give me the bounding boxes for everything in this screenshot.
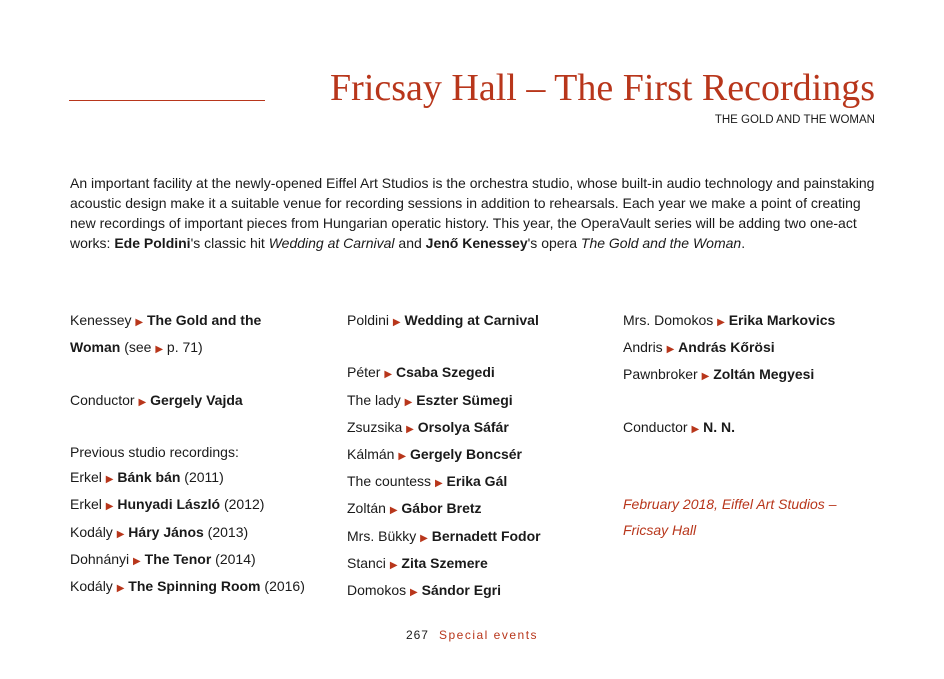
recording-year: (2016)	[264, 578, 305, 594]
singer-name: Gergely Boncsér	[409, 446, 523, 462]
recording-item	[70, 520, 332, 547]
composer-label: Erkel	[70, 496, 102, 513]
arrow-icon: ▶	[434, 478, 443, 490]
recording-item	[70, 492, 332, 519]
cast-item	[347, 388, 609, 415]
cast-item	[623, 335, 885, 362]
intro-text: An important facility at the newly-opened Eiffel Art Studios is the orchestra studio, whose built-in audio technology and painstaking acoustic design make it a suitable venue for recording sessions in addition to rehearsals. Each year we make a point of creating new recordings of important pieces from Hungarian operatic history. This year, the OperaVault series will be adding two one-act works:	[70, 175, 875, 251]
role-label: Kálmán	[347, 446, 395, 462]
arrow-icon: ▶	[406, 423, 414, 435]
production-heading-cont	[70, 335, 332, 362]
arrow-icon: ▶	[389, 559, 398, 571]
arrow-icon: ▶	[155, 344, 164, 356]
column-kenessey	[70, 308, 332, 601]
singer-name: Orsolya Sáfár	[417, 418, 509, 435]
role-label: Mrs. Domokos	[623, 312, 714, 328]
role-label: Péter	[347, 364, 381, 381]
composer-label: Kodály	[70, 578, 113, 594]
cast-item	[347, 496, 609, 523]
recording-item	[70, 547, 332, 574]
singer-name: Zita Szemere	[401, 554, 488, 571]
singer-name: Erika Markovics	[728, 312, 836, 328]
work-title: Hunyadi László	[117, 496, 221, 513]
arrow-icon: ▶	[135, 317, 144, 328]
singer-name: Erika Gál	[446, 473, 508, 490]
intro-paragraph	[70, 173, 880, 253]
arrow-icon: ▶	[398, 451, 407, 462]
role-label: Zoltán	[347, 500, 386, 517]
recording-year: (2012)	[223, 496, 265, 513]
section-name: Special events	[438, 628, 539, 642]
recording-year: (2014)	[215, 550, 256, 567]
arrow-icon: ▶	[138, 396, 147, 408]
cast-item	[347, 442, 609, 469]
see-page[interactable]: p. 71)	[163, 339, 203, 356]
arrow-icon: ▶	[404, 396, 413, 408]
arrow-icon: ▶	[392, 317, 401, 328]
role-label: Pawnbroker	[623, 366, 698, 383]
cast-item	[623, 308, 885, 335]
production-heading	[70, 308, 332, 335]
composer-label: Dohnányi	[70, 550, 130, 567]
work-title: Wedding at Carnival	[404, 312, 539, 328]
cast-item	[347, 415, 609, 442]
previous-recordings-heading: Previous studio recordings:	[70, 443, 239, 460]
arrow-icon: ▶	[666, 344, 675, 356]
cast-item	[347, 469, 609, 496]
cast-item	[347, 551, 609, 578]
conductor-name: N. N.	[703, 418, 735, 435]
arrow-icon: ▶	[105, 474, 114, 486]
spacer	[70, 415, 332, 440]
page-number: 267	[405, 628, 429, 642]
work-title: Wedding at Carnival	[268, 235, 395, 251]
role-label: Stanci	[347, 554, 386, 571]
work-title: Bánk bán	[117, 469, 181, 486]
cast-item	[347, 524, 609, 551]
arrow-icon: ▶	[105, 501, 114, 513]
see-text: (see	[120, 339, 156, 356]
arrow-icon: ▶	[691, 423, 700, 435]
singer-name: Eszter Sümegi	[416, 391, 513, 408]
event-date-venue: February 2018, Eiffel Art Studios –	[623, 496, 837, 513]
composer-label: Kodály	[70, 523, 113, 540]
role-label: The countess	[347, 473, 432, 490]
intro-text: and	[394, 235, 426, 251]
recording-year: (2013)	[207, 523, 249, 540]
arrow-icon: ▶	[410, 587, 418, 599]
arrow-icon: ▶	[717, 317, 725, 328]
work-title: The Gold and the	[146, 312, 262, 328]
role-label: Mrs. Bükky	[347, 527, 417, 544]
composer-label: Kenessey	[70, 312, 132, 328]
arrow-icon: ▶	[701, 371, 710, 383]
work-title: The Tenor	[144, 550, 212, 567]
singer-name: András Kőrösi	[678, 339, 775, 356]
composer-name: Jenő Kenessey	[425, 235, 528, 251]
page-footer	[0, 627, 944, 643]
role-label: Domokos	[347, 582, 407, 599]
spacer	[623, 442, 885, 467]
arrow-icon: ▶	[389, 505, 398, 517]
intro-text: .	[741, 235, 746, 251]
arrow-icon: ▶	[116, 583, 125, 594]
recording-item	[70, 574, 332, 601]
spacer	[623, 467, 885, 492]
arrow-icon: ▶	[133, 555, 141, 567]
title-rule	[69, 100, 265, 101]
cast-item	[347, 360, 609, 387]
role-label: Andris	[623, 339, 663, 356]
conductor-line	[70, 388, 332, 415]
role-label: Zsuzsika	[347, 418, 403, 435]
work-title: Háry János	[128, 523, 204, 540]
conductor-label: Conductor	[623, 418, 688, 435]
composer-name: Ede Poldini	[114, 235, 191, 251]
page-subtitle: THE GOLD AND THE WOMAN	[714, 114, 875, 126]
production-heading	[347, 308, 609, 335]
singer-name: Zoltán Megyesi	[713, 366, 815, 383]
arrow-icon: ▶	[384, 369, 393, 381]
conductor-name: Gergely Vajda	[150, 391, 243, 408]
arrow-icon: ▶	[116, 528, 125, 540]
singer-name: Gábor Bretz	[401, 500, 482, 517]
composer-label: Erkel	[70, 469, 102, 486]
cast-item	[623, 362, 885, 389]
conductor-line	[623, 415, 885, 442]
event-date-venue-cont: Fricsay Hall	[623, 521, 697, 538]
intro-text: 's classic hit	[190, 235, 269, 251]
spacer	[347, 335, 609, 360]
role-label: The lady	[347, 391, 401, 408]
singer-name: Sándor Egri	[421, 582, 501, 599]
spacer	[70, 362, 332, 387]
work-title: Woman	[70, 339, 121, 356]
conductor-label: Conductor	[70, 391, 135, 408]
work-title: The Spinning Room	[128, 578, 261, 594]
work-title: The Gold and the Woman	[580, 235, 742, 251]
composer-label: Poldini	[347, 312, 390, 328]
spacer	[623, 390, 885, 415]
intro-text: 's opera	[527, 235, 581, 251]
arrow-icon: ▶	[420, 532, 428, 544]
singer-name: Csaba Szegedi	[395, 364, 495, 381]
recording-year: (2011)	[184, 469, 224, 486]
recording-item	[70, 465, 332, 492]
page-title: Fricsay Hall – The First Recordings	[330, 67, 875, 109]
singer-name: Bernadett Fodor	[431, 527, 541, 544]
cast-item	[347, 578, 609, 605]
column-cast-continued	[623, 308, 885, 543]
column-poldini	[347, 308, 609, 605]
